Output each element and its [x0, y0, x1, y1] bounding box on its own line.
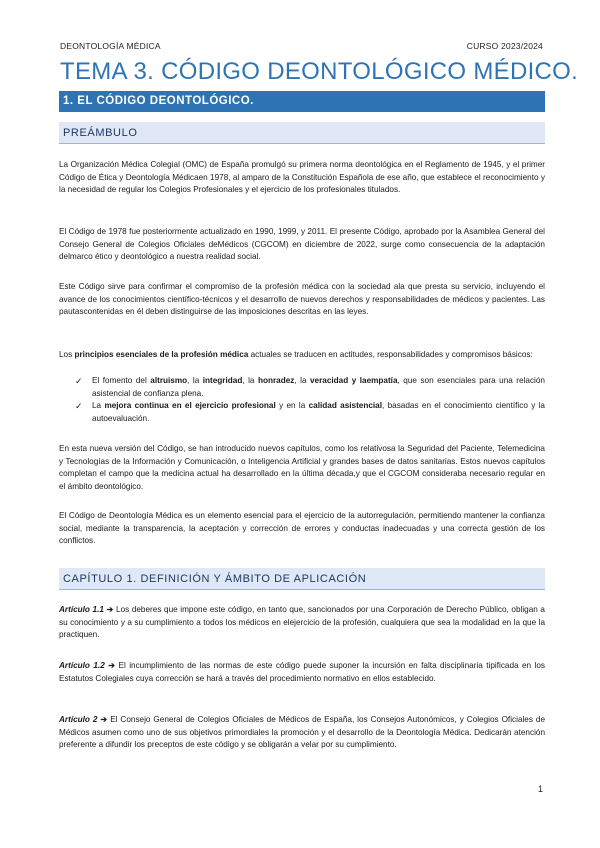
preambulo-paragraph-4: [59, 349, 545, 362]
preambulo-paragraph-3: Este Código sirve para confirmar el compromiso de la profesión médica con la sociedad ala que presta su servicio, incluyendo el avance de los conocimientos científico-técnicos y el desarrollo de nuevos derechos y responsabilidades de médicos y pacientes. Las pautascontenidas en él deben distinguirse de las imposiciones descritas en las leyes.: [59, 282, 545, 317]
article-label: Artículo 2: [59, 715, 98, 724]
running-header-course: CURSO 2023/2024: [466, 41, 543, 51]
principles-list: [75, 375, 545, 426]
article-label: Artículo 1.2: [59, 661, 105, 670]
arrow-icon: ➔: [100, 715, 108, 724]
section-heading: 1. EL CÓDIGO DEONTOLÓGICO.: [59, 91, 545, 112]
p4-text-after: actuales se traducen en actitudes, responsabilidades y compromisos básicos:: [248, 350, 533, 359]
preambulo-paragraph-1: La Organización Médica Colegial (OMC) de España promulgó su primera norma deontológica en el Reglamento de 1945, y el primer Código de Ética y Deontología Médicaen 1978, al amparo de la Constitución Española de ese año, que establece el reconocimiento y la necesidad de regular los Colegios Profesionales y el ejercicio de los profesionales titulados.: [59, 160, 545, 195]
p4-bold: principios esenciales de la profesión médica: [74, 350, 249, 359]
preambulo-paragraph-2: El Código de 1978 fue posteriormente actualizado en 1990, 1999, y 2011. El presente Código, aprobado por la Asamblea General del Consejo General de Colegios Oficiales deMédicos (CGCOM) en diciembre de 2022, surge como consecuencia de la adaptación delmarco ético y deontológico a nuestra realidad social.: [59, 227, 545, 262]
article-label: Artículo 1.1: [59, 605, 104, 614]
list-item: [75, 400, 545, 425]
article-text: Los deberes que impone este código, en tanto que, sancionados por una Corporación de Derecho Público, obligan a su conocimiento y a su cumplimiento a todos los médicos en elejercicio de la profesión, cualquiera que sea la modalidad en la que la practiquen.: [59, 605, 545, 640]
document-title: TEMA 3. CÓDIGO DEONTOLÓGICO MÉDICO.: [60, 58, 579, 85]
page-number: 1: [537, 784, 543, 794]
article-text: El incumplimiento de las normas de este código puede suponer la incursión en falta disciplinaria tipificada en los Estatutos Colegiales cuya corrección se hará a través del procedimiento normativo en ellos establecido.: [59, 661, 546, 683]
article-1-2: [59, 660, 545, 685]
article-text: El Consejo General de Colegios Oficiales de Médicos de España, los Consejos Autonómicos, y Colegios Oficiales de Médicos asumen como uno de sus objetivos primordiales la promoción y el desarrollo de la Deontología Médica. Dedicarán atención preferente a difundir los preceptos de este código y se obligarán a velar por su cumplimiento.: [59, 715, 546, 750]
checkmark-icon: ✓: [75, 376, 83, 386]
arrow-icon: ➔: [106, 605, 114, 614]
p4-text: Los: [59, 350, 75, 359]
article-1-1: [59, 604, 545, 642]
preambulo-paragraph-6: El Código de Deontología Médica es un elemento esencial para el ejercicio de la autorregulación, permitiendo mantener la confianza social, mediante la transparencia, la aceptación y corrección de errores y conductas inadecuadas y una correcta gestión de los conflictos.: [59, 511, 545, 546]
list-item-text: La mejora continua en el ejercicio profesional y en la calidad asistencial, basadas en el conocimiento científico y la autoevaluación.: [92, 401, 545, 424]
preambulo-heading: PREÁMBULO: [59, 122, 545, 144]
running-header-subject: DEONTOLOGÍA MÉDICA: [60, 41, 161, 51]
list-item: [75, 375, 545, 400]
chapter-1-heading: CAPÍTULO 1. DEFINICIÓN Y ÁMBITO DE APLICACIÓN: [59, 568, 545, 590]
arrow-icon: ➔: [108, 661, 116, 670]
checkmark-icon: ✓: [75, 401, 83, 412]
list-item-text: El fomento del altruismo, la integridad, la honradez, la veracidad y laempatía, que son esenciales para una relación asistencial de confianza plena.: [92, 376, 545, 398]
article-2: [59, 714, 545, 752]
preambulo-paragraph-5: En esta nueva versión del Código, se han introducido nuevos capítulos, como los relativosa la Seguridad del Paciente, Telemedicina y Tecnologías de la Información y Comunicación, o Inteligencia Artificial y grandes bases de datos sanitarias. Estos nuevos capítulos completan el campo que la medicina actual ha desarrollado en la última década,y que el CGCOM consideraba necesario regular en el ámbito deontológico.: [59, 444, 545, 492]
